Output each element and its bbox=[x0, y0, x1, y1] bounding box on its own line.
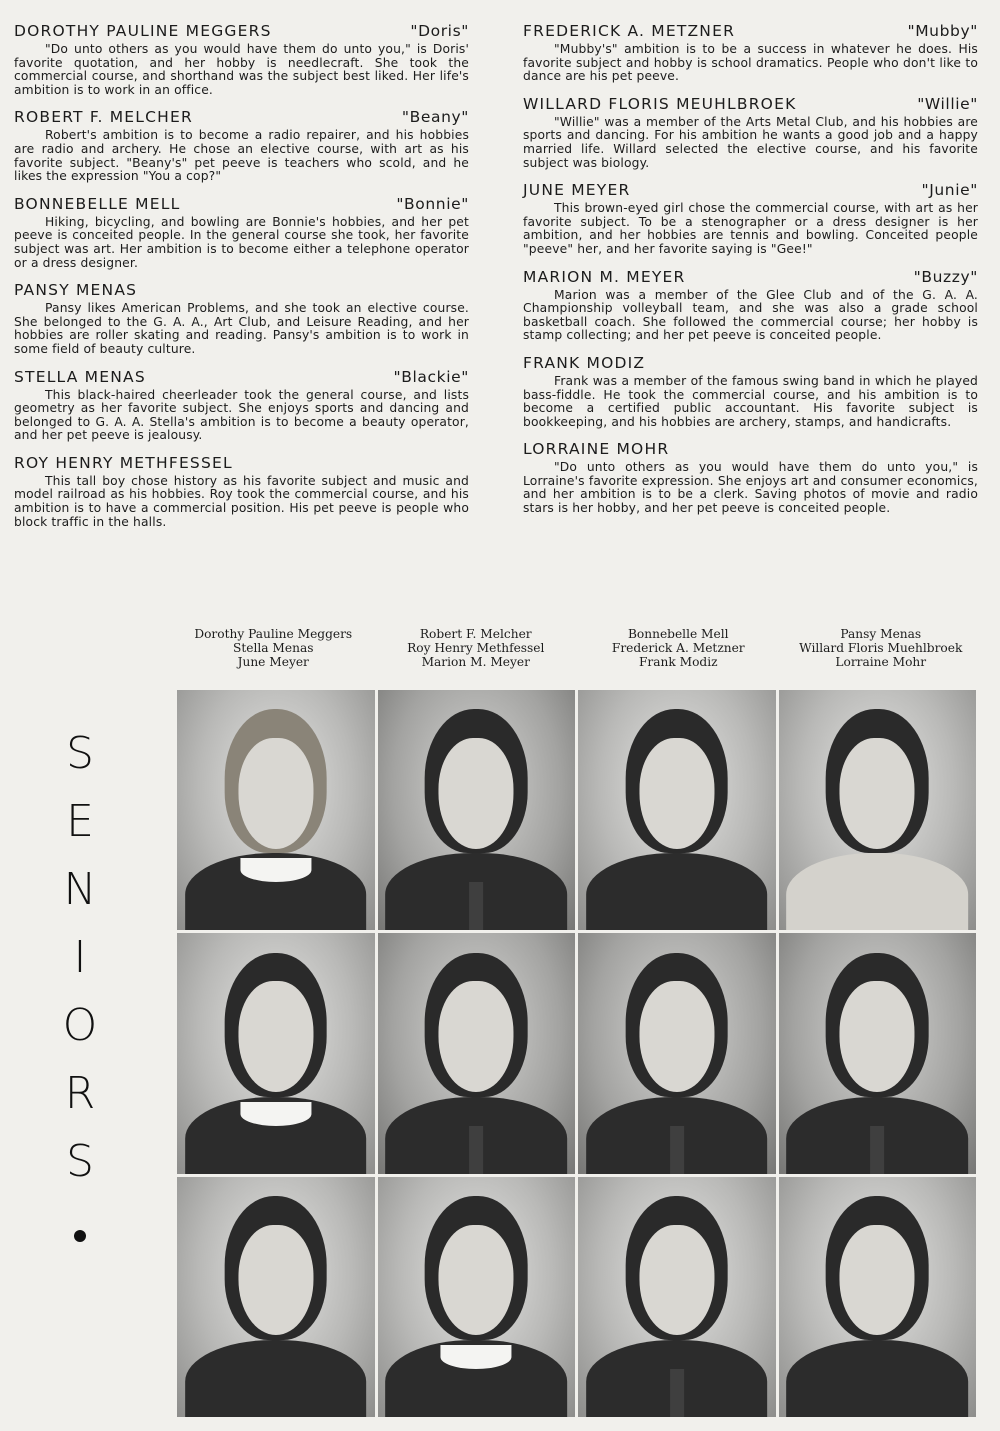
caption-name: Pansy Menas bbox=[840, 627, 922, 641]
student-bio: Frank was a member of the famous swing band in which he played bass-fiddle. He took the commercial course, and his ambition is to become a certified public accountant. His favorite subject is bookkeeping, and his hobbies are archery, stamps, and handicrafts. bbox=[523, 373, 978, 429]
bio-entry bbox=[14, 108, 469, 183]
portrait-body bbox=[786, 853, 968, 930]
title-letter: I bbox=[73, 932, 87, 983]
portrait-tie bbox=[469, 882, 483, 930]
portrait-face bbox=[639, 738, 714, 849]
portrait-face bbox=[840, 981, 915, 1092]
portrait-face bbox=[238, 1225, 313, 1336]
title-letter: O bbox=[62, 1000, 98, 1051]
caption-column bbox=[780, 628, 983, 669]
portrait-face bbox=[439, 738, 514, 849]
portrait-photo bbox=[779, 1177, 977, 1417]
portrait-collar bbox=[240, 1102, 311, 1126]
portrait-photo bbox=[177, 690, 375, 930]
student-name: MARION M. MEYER bbox=[523, 267, 686, 286]
caption-name: Marion M. Meyer bbox=[421, 654, 530, 669]
student-nickname: "Blackie" bbox=[393, 367, 469, 386]
bullet-dot bbox=[74, 1230, 86, 1242]
portrait-body bbox=[786, 1340, 968, 1417]
bio-entry bbox=[523, 440, 978, 515]
bio-entry bbox=[523, 95, 978, 170]
portrait-face bbox=[639, 981, 714, 1092]
student-name: DOROTHY PAULINE MEGGERS bbox=[14, 22, 272, 40]
title-letter: R bbox=[64, 1068, 96, 1119]
portrait-photo bbox=[578, 690, 776, 930]
portrait-photo bbox=[578, 933, 776, 1173]
bio-entry bbox=[14, 368, 469, 443]
portrait-face bbox=[639, 1225, 714, 1336]
title-letter: E bbox=[66, 796, 94, 847]
student-nickname: "Buzzy" bbox=[913, 267, 978, 286]
bio-entry bbox=[523, 268, 978, 343]
bio-entry bbox=[14, 281, 469, 356]
student-nickname: "Willie" bbox=[917, 94, 978, 113]
caption-name: Roy Henry Methfessel bbox=[407, 640, 545, 655]
bio-entry bbox=[523, 22, 978, 84]
caption-name: Willard Floris Muehlbroek bbox=[799, 640, 963, 655]
student-name: ROY HENRY METHFESSEL bbox=[14, 453, 233, 472]
caption-name: Bonnebelle Mell bbox=[627, 627, 729, 641]
student-name: LORRAINE MOHR bbox=[523, 440, 670, 459]
caption-name: June Meyer bbox=[237, 654, 309, 669]
portrait-tie bbox=[670, 1126, 684, 1174]
portrait-grid bbox=[177, 690, 976, 1417]
student-name: STELLA MENAS bbox=[14, 367, 146, 386]
student-name: PANSY MENAS bbox=[14, 281, 138, 300]
student-bio: "Do unto others as you would have them do unto you," is Doris' favorite quotation, and her hobby is needlecraft. She took the commercial course, and shorthand was the subject best liked. Her life's ambition is to work in an office. bbox=[14, 42, 469, 97]
portrait-face bbox=[840, 1225, 915, 1336]
photo-captions bbox=[172, 628, 982, 669]
right-text-column bbox=[523, 22, 978, 527]
student-name: BONNEBELLE MELL bbox=[14, 194, 181, 213]
bio-entry bbox=[14, 454, 469, 529]
portrait-face bbox=[439, 981, 514, 1092]
student-name: ROBERT F. MELCHER bbox=[14, 108, 193, 127]
bio-entry bbox=[523, 354, 978, 429]
caption-name: Robert F. Melcher bbox=[419, 627, 532, 641]
student-name: FRANK MODIZ bbox=[523, 353, 646, 372]
portrait-collar bbox=[240, 858, 311, 882]
student-nickname: "Beany" bbox=[401, 108, 469, 127]
portrait-body bbox=[185, 1340, 367, 1417]
student-bio: This brown-eyed girl chose the commercial course, with art as her favorite subject. To be a stenographer or a dress designer is her ambition, and her hobbies are tennis and bowling. Conceited people "peeve" her, and her favorite saying is "Gee!" bbox=[523, 201, 978, 256]
title-letter: S bbox=[66, 1136, 94, 1187]
student-nickname: "Mubby" bbox=[907, 22, 978, 40]
portrait-photo bbox=[378, 933, 576, 1173]
portrait-body bbox=[586, 853, 768, 930]
caption-name: Lorraine Mohr bbox=[835, 654, 927, 669]
student-bio: Marion was a member of the Glee Club and of the G. A. A. Championship volleyball team, and she was also a grade school basketball coach. She followed the commercial course; her hobby is stamp collecting; and her pet peeve is conceited people. bbox=[523, 287, 978, 343]
left-text-column bbox=[14, 22, 469, 540]
portrait-face bbox=[439, 1225, 514, 1336]
caption-column bbox=[375, 628, 578, 669]
student-bio: "Do unto others as you would have them do unto you," is Lorraine's favorite expression. She enjoys art and consumer economics, and her ambition is to be a clerk. Saving photos of movie and radio stars is her hobby, and her pet peeve is conceited people. bbox=[523, 460, 978, 516]
portrait-photo bbox=[378, 1177, 576, 1417]
title-letter: S bbox=[66, 728, 94, 779]
portrait-photo bbox=[177, 1177, 375, 1417]
student-bio: Robert's ambition is to become a radio repairer, and his hobbies are radio and archery. He chose an elective course, with art as his favorite subject. "Beany's" pet peeve is teachers who scold, and he likes the expression "You a cop?" bbox=[14, 128, 469, 184]
student-bio: Pansy likes American Problems, and she took an elective course. She belonged to the G. A. A., Art Club, and Leisure Reading, and her hobbies are roller skating and reading. Pansy's ambition is to work in some field of beauty culture. bbox=[14, 301, 469, 356]
caption-name: Frederick A. Metzner bbox=[611, 640, 745, 655]
portrait-photo bbox=[378, 690, 576, 930]
student-bio: "Mubby's" ambition is to be a success in whatever he does. His favorite subject and hobby is school dramatics. People who don't like to dance are his pet peeve. bbox=[523, 42, 978, 84]
portrait-tie bbox=[469, 1126, 483, 1174]
student-name: WILLARD FLORIS MEUHLBROEK bbox=[523, 94, 797, 113]
student-name: FREDERICK A. METZNER bbox=[523, 22, 736, 40]
portrait-collar bbox=[441, 1345, 512, 1369]
title-letter: N bbox=[63, 864, 97, 915]
bio-entry bbox=[523, 181, 978, 256]
caption-column bbox=[577, 628, 780, 669]
student-bio: This black-haired cheerleader took the general course, and lists geometry as her favorite subject. She enjoys sports and dancing and belonged to G. A. A. Stella's ambition is to become a beauty operator, and her pet peeve is jealousy. bbox=[14, 387, 469, 443]
student-nickname: "Junie" bbox=[921, 181, 978, 200]
student-bio: "Willie" was a member of the Arts Metal Club, and his hobbies are sports and dancing. For his ambition he wants a good job and a happy married life. Willard selected the elective course, and his favorite subject was biology. bbox=[523, 114, 978, 170]
caption-name: Frank Modiz bbox=[638, 654, 718, 669]
portrait-tie bbox=[870, 1126, 884, 1174]
student-bio: This tall boy chose history as his favorite subject and music and model railroad as his hobbies. Roy took the commercial course, and his ambition is to have a commercial position. His pet peeve is people who block traffic in the halls. bbox=[14, 473, 469, 529]
portrait-photo bbox=[779, 690, 977, 930]
portrait-photo bbox=[177, 933, 375, 1173]
portrait-photo bbox=[578, 1177, 776, 1417]
caption-name: Dorothy Pauline Meggers bbox=[194, 627, 353, 641]
caption-column bbox=[172, 628, 375, 669]
bio-entry bbox=[14, 195, 469, 270]
portrait-face bbox=[238, 981, 313, 1092]
bio-entry bbox=[14, 22, 469, 97]
student-nickname: "Bonnie" bbox=[396, 194, 469, 213]
student-name: JUNE MEYER bbox=[523, 181, 631, 200]
student-bio: Hiking, bicycling, and bowling are Bonnie's hobbies, and her pet peeve is conceited people. In the general course she took, her favorite subject was art. Her ambition is to become either a telephone operator or a dress designer. bbox=[14, 214, 469, 270]
portrait-face bbox=[840, 738, 915, 849]
portrait-face bbox=[238, 738, 313, 849]
caption-name: Stella Menas bbox=[233, 640, 314, 655]
portrait-tie bbox=[670, 1369, 684, 1417]
student-nickname: "Doris" bbox=[410, 22, 469, 40]
portrait-photo bbox=[779, 933, 977, 1173]
seniors-vertical-title bbox=[50, 720, 110, 1242]
